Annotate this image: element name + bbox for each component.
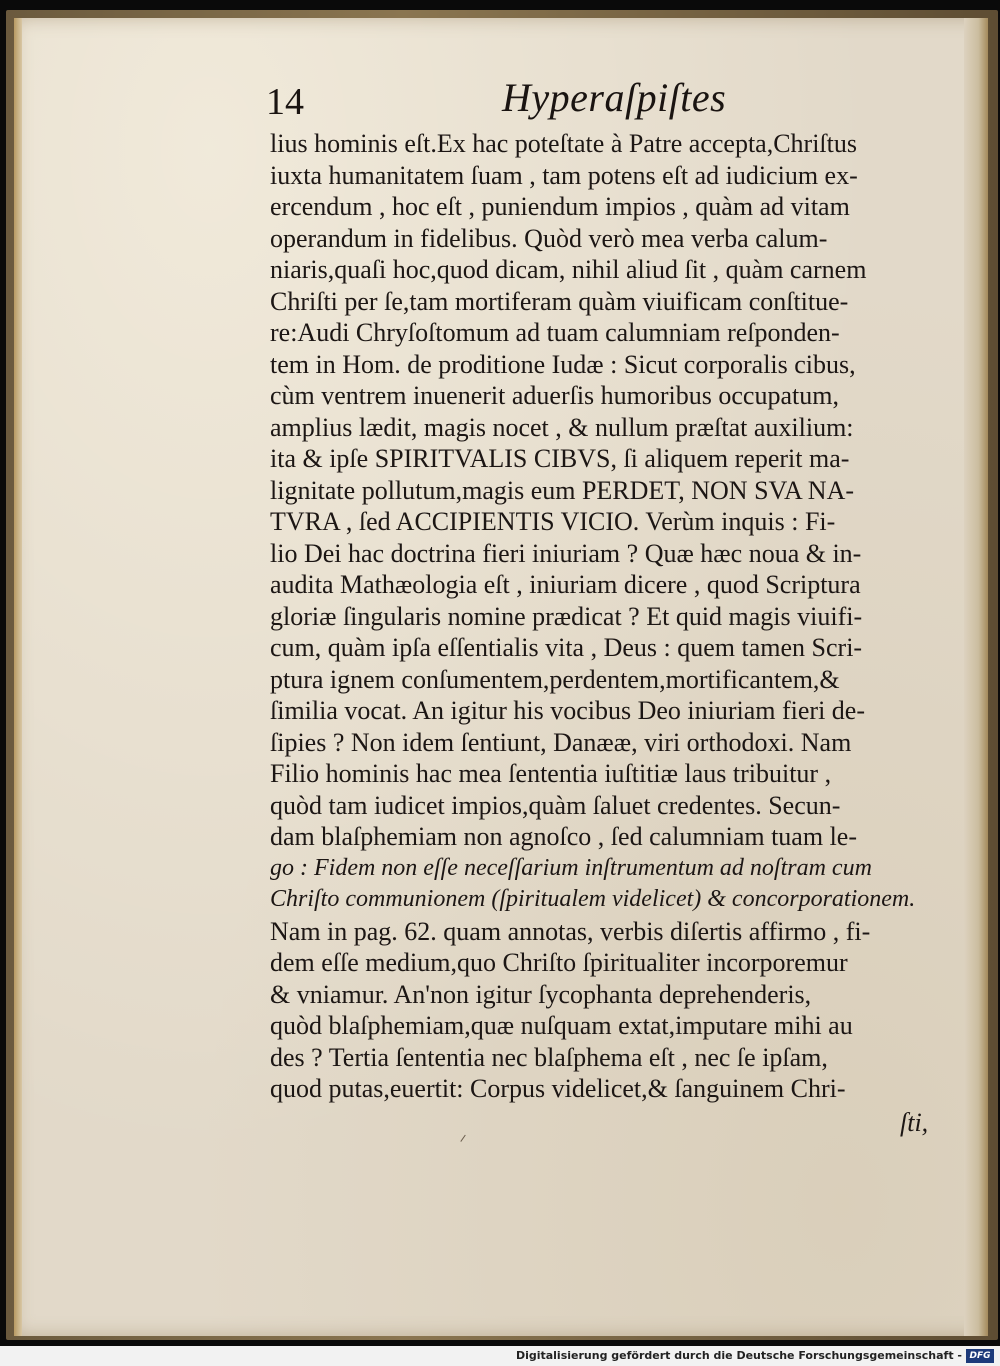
text-line: Filio hominis hac mea ſententia iuſtitiæ laus tribuitur , xyxy=(270,759,832,788)
text-line: ita & ipſe SPIRITVALIS CIBVS, ſi aliquem reperit ma- xyxy=(270,444,850,473)
text-line: cum, quàm ipſa eſſentialis vita , Deus : quem tamen Scri- xyxy=(270,633,863,662)
digitization-footer xyxy=(0,1346,1000,1366)
running-title: Hyperaſpiſtes xyxy=(502,75,727,120)
body-text xyxy=(270,128,940,1105)
text-line: TVRA , ſed ACCIPIENTIS VICIO. Verùm inquis : Fi- xyxy=(270,507,836,536)
page-number: 14 xyxy=(266,81,304,123)
text-line: & vniamur. An'non igitur ſycophanta deprehenderis, xyxy=(270,979,812,1009)
text-line-italic: go : Fidem non eſſe neceſſarium inſtrumentum ad noſtram cum xyxy=(270,854,872,881)
text-line-italic: Chriſto communionem (ſpiritualem videlicet) & concorporationem. xyxy=(270,886,916,912)
text-line: ſipies ? Non idem ſentiunt, Danææ, viri orthodoxi. Nam xyxy=(270,727,852,757)
text-line: lignitate pollutum,magis eum PERDET, NON SVA NA- xyxy=(270,475,855,505)
text-line: quod putas,euertit: Corpus videlicet,& ſanguinem Chri- xyxy=(270,1074,846,1103)
text-line: lio Dei hac doctrina fieri iniuriam ? Quæ hæc noua & in- xyxy=(270,538,862,568)
text-line: iuxta humanitatem ſuam , tam potens eſt ad iudicium ex- xyxy=(270,160,858,190)
text-line: quòd tam iudicet impios,quàm ſaluet credentes. Secun- xyxy=(270,790,841,820)
page-header xyxy=(266,74,726,130)
text-line: niaris,quaſi hoc,quod dicam, nihil aliud ſit , quàm carnem xyxy=(270,255,867,284)
text-line: dam blaſphemiam non agnoſco , ſed calumniam tuam le- xyxy=(270,822,857,851)
text-line: des ? Tertia ſententia nec blaſphema eſt , nec ſe ipſam, xyxy=(270,1042,828,1072)
text-line: cùm ventrem inuenerit aduerſis humoribus occupatum, xyxy=(270,381,839,410)
text-line: Chriſti per ſe,tam mortiferam quàm viuificam conſtitue- xyxy=(270,286,849,316)
text-line: ptura ignem conſumentem,perdentem,mortificantem,& xyxy=(270,664,840,694)
text-line: audita Mathæologia eſt , iniuriam dicere , quod Scriptura xyxy=(270,570,861,599)
funding-credit: Digitalisierung gefördert durch die Deutsche Forschungsgemeinschaft - xyxy=(515,1349,962,1362)
catchword xyxy=(900,1108,950,1142)
text-line: Nam in pag. 62. quam annotas, verbis diſertis affirmo , fi- xyxy=(270,916,871,946)
dfg-logo: DFG xyxy=(966,1349,994,1363)
text-line: ſimilia vocat. An igitur his vocibus Deo iniuriam fieri de- xyxy=(270,696,865,725)
text-line: tem in Hom. de proditione Iudæ : Sicut corporalis cibus, xyxy=(270,349,856,379)
page-gutter-edge xyxy=(14,18,22,1336)
catchword-text: ſti, xyxy=(900,1108,929,1137)
text-line: ercendum , hoc eſt , puniendum impios , quàm ad vitam xyxy=(270,192,850,221)
text-line: amplius lædit, magis nocet , & nullum præſtat auxilium: xyxy=(270,412,854,442)
text-line: quòd blaſphemiam,quæ nuſquam extat,imputare mihi au xyxy=(270,1011,853,1040)
text-line: operandum in fidelibus. Quòd verò mea verba calum- xyxy=(270,223,828,253)
text-line: re:Audi Chryſoſtomum ad tuam calumniam reſponden- xyxy=(270,318,840,347)
text-line: gloriæ ſingularis nomine prædicat ? Et quid magis viuifi- xyxy=(270,601,863,631)
text-line: lius hominis eſt.Ex hac poteſtate à Patre accepta,Chriſtus xyxy=(270,129,857,158)
page-fore-edge xyxy=(964,18,988,1336)
text-line: dem eſſe medium,quo Chriſto ſpiritualiter incorporemur xyxy=(270,948,848,977)
